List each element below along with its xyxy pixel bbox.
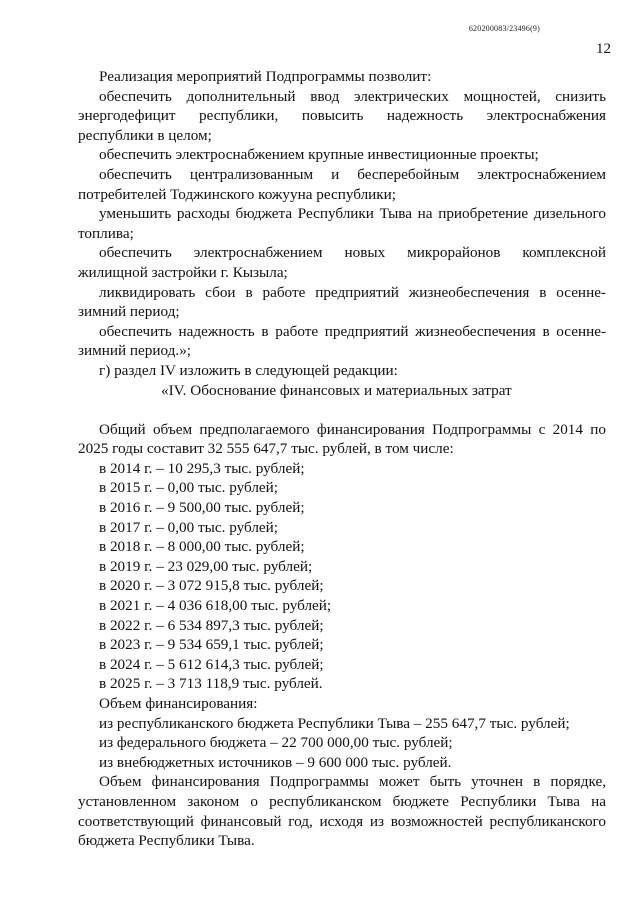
section-heading: «IV. Обоснование финансовых и материальных затрат xyxy=(161,381,512,399)
intro-paragraph: Реализация мероприятий Подпрограммы позволит: xyxy=(99,68,432,85)
closing-paragraph: Объем финансирования Подпрограммы может быть уточнен в порядке, установленном законом о республиканском бюджете Республики Тыва на соответствующий финансовый год, исходя из возможностей республиканского бюджета Республики Тыва. xyxy=(78,773,606,850)
benefit-item-6: ликвидировать сбои в работе предприятий жизнеобеспечения в осенне-зимний период; xyxy=(78,283,606,321)
benefit-item-2: обеспечить электроснабжением крупные инвестиционные проекты; xyxy=(99,146,539,164)
total-financing-paragraph: Общий объем предполагаемого финансирования Подпрограммы с 2014 по 2025 годы составит 32 555 647,7 тыс. рублей, в том числе: xyxy=(78,420,606,458)
blank-line xyxy=(78,400,606,420)
source-extrabudgetary: из внебюджетных источников – 9 600 000 тыс. рублей. xyxy=(99,753,452,771)
benefit-item-4: уменьшить расходы бюджета Республики Тыва на приобретение дизельного топлива; xyxy=(78,205,606,242)
benefit-item-3: обеспечить централизованным и бесперебойным электроснабжением потребителей Тоджинского кожууна республики; xyxy=(78,165,606,203)
year-item-2021: в 2021 г. – 4 036 618,00 тыс. рублей; xyxy=(99,597,332,615)
year-item-2014: в 2014 г. – 10 295,3 тыс. рублей; xyxy=(99,459,305,477)
benefit-item-1: обеспечить дополнительный ввод электрических мощностей, снизить энергодефицит республики, повысить надежность электроснабжения республики в целом; xyxy=(78,87,606,144)
year-item-2019: в 2019 г. – 23 029,00 тыс. рублей; xyxy=(99,557,313,575)
year-item-2018: в 2018 г. – 8 000,00 тыс. рублей; xyxy=(99,538,305,556)
document-code: 620200083/23496(9) xyxy=(468,24,540,33)
year-item-2022: в 2022 г. – 6 534 897,3 тыс. рублей; xyxy=(99,616,324,634)
benefit-item-7: обеспечить надежность в работе предприятий жизнеобеспечения в осенне-зимний период.»; xyxy=(78,322,606,360)
year-item-2016: в 2016 г. – 9 500,00 тыс. рублей; xyxy=(99,499,305,517)
section-instruction: г) раздел IV изложить в следующей редакции: xyxy=(99,361,398,379)
year-item-2017: в 2017 г. – 0,00 тыс. рублей; xyxy=(99,518,278,536)
year-item-2025: в 2025 г. – 3 713 118,9 тыс. рублей. xyxy=(99,675,323,693)
year-item-2020: в 2020 г. – 3 072 915,8 тыс. рублей; xyxy=(99,577,324,595)
source-federal-budget: из федерального бюджета – 22 700 000,00 тыс. рублей; xyxy=(99,734,453,752)
year-item-2023: в 2023 г. – 9 534 659,1 тыс. рублей; xyxy=(99,636,324,654)
benefit-item-5: обеспечить электроснабжением новых микрорайонов комплексной жилищной застройки г. Кызыла; xyxy=(78,244,606,281)
page-number: 12 xyxy=(596,41,611,57)
financing-label: Объем финансирования: xyxy=(99,695,258,712)
year-item-2015: в 2015 г. – 0,00 тыс. рублей; xyxy=(99,479,278,497)
yearly-financing-list xyxy=(78,459,606,694)
document-body xyxy=(78,67,606,851)
source-republic-budget: из республиканского бюджета Республики Тыва – 255 647,7 тыс. рублей; xyxy=(99,714,570,732)
year-item-2024: в 2024 г. – 5 612 614,3 тыс. рублей; xyxy=(99,655,324,673)
